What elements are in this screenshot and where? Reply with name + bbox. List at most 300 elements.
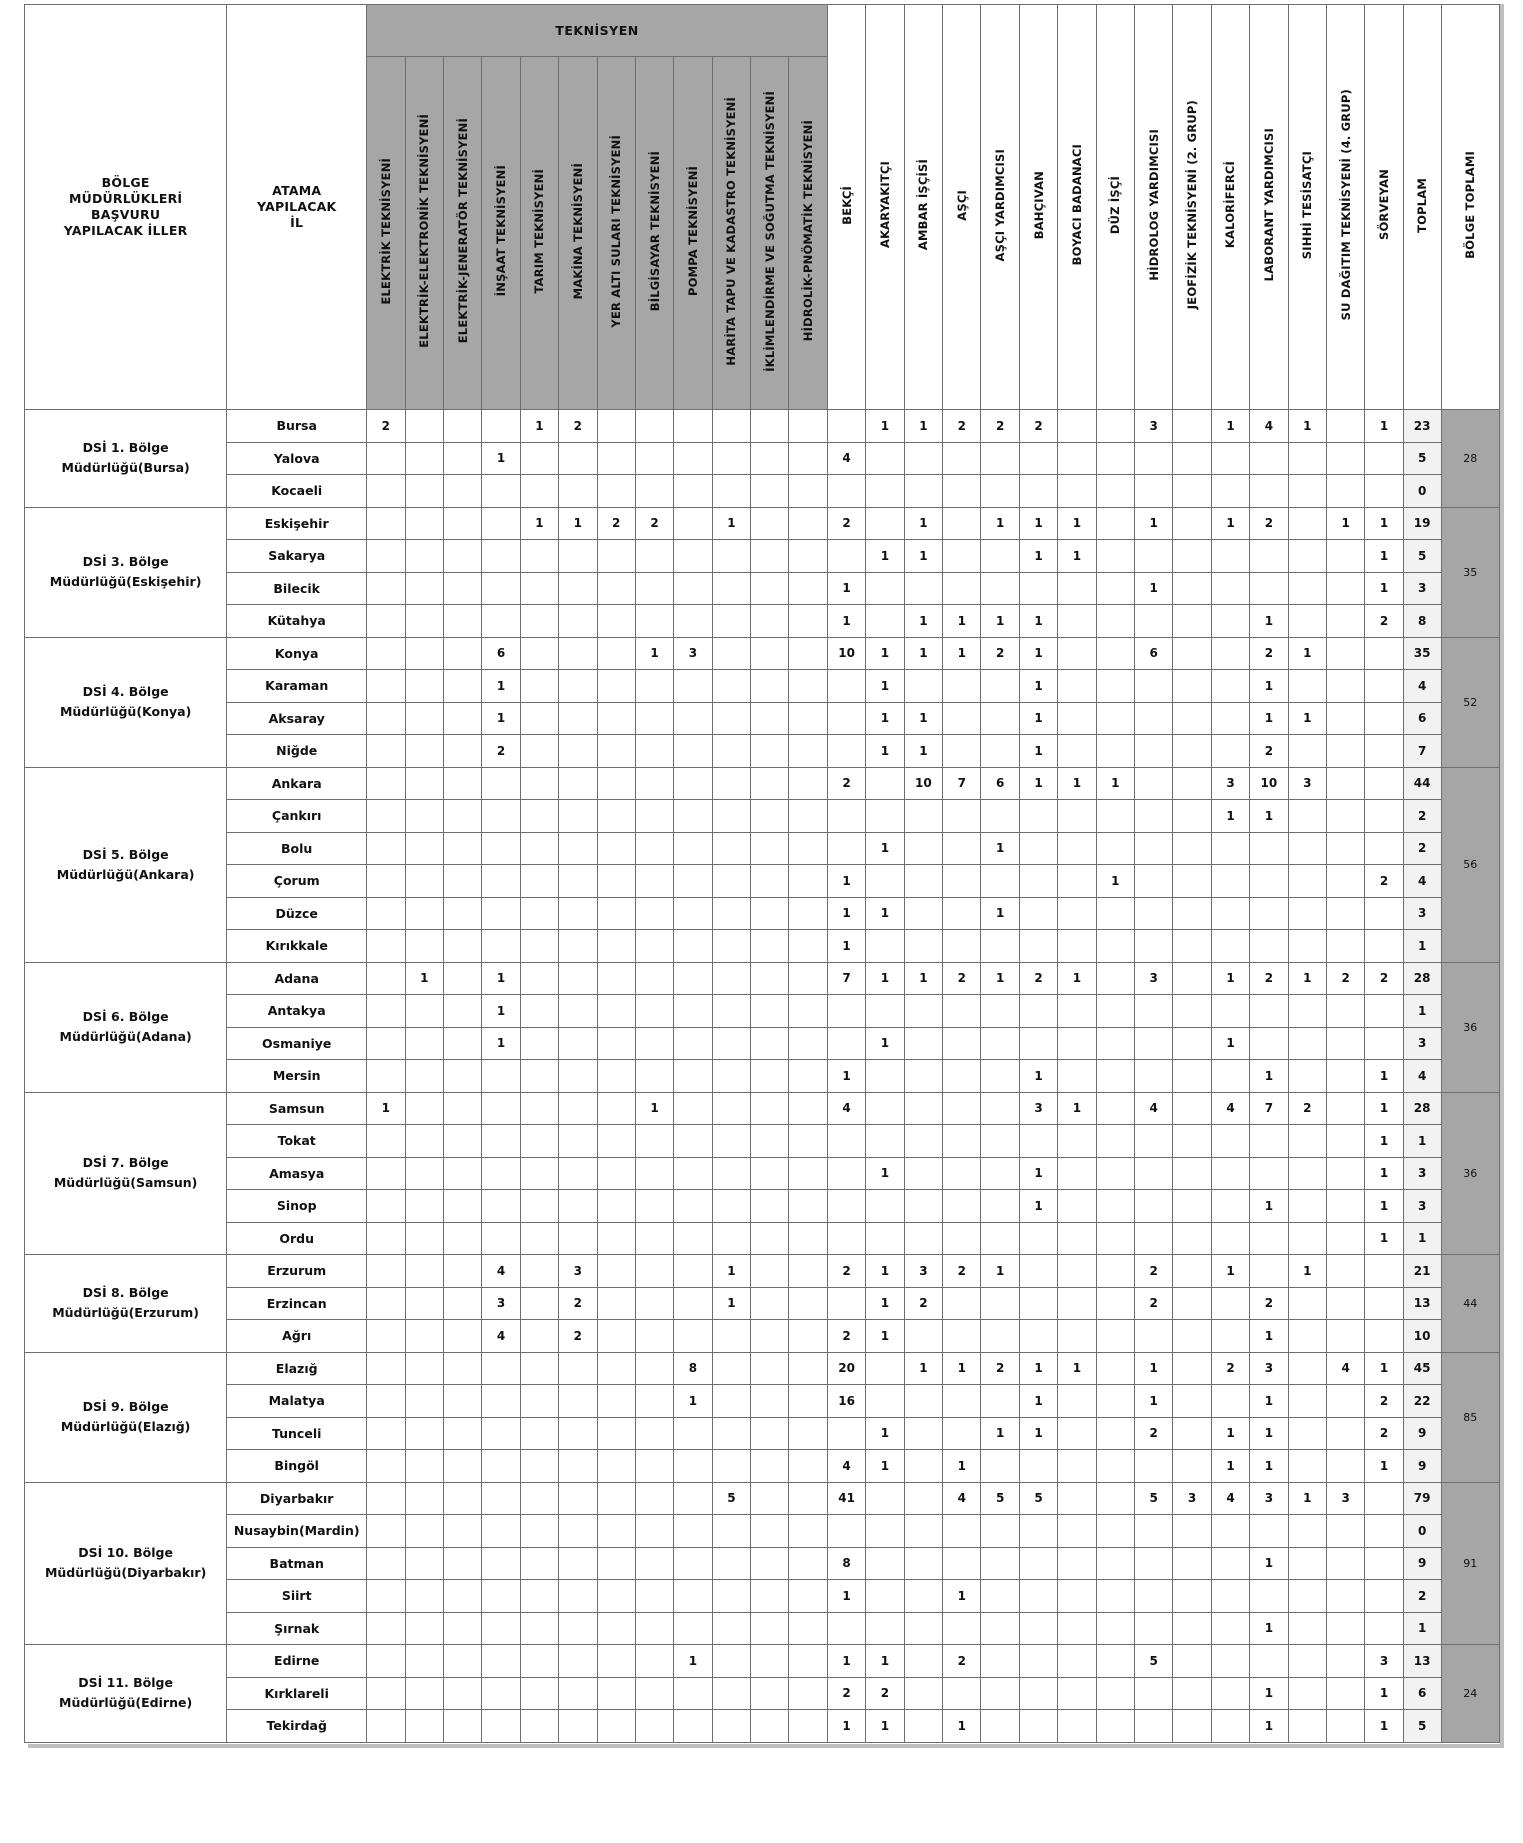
position-count-cell: 4: [827, 442, 865, 475]
position-count-cell: [1365, 1612, 1403, 1645]
position-count-cell: [520, 637, 558, 670]
position-count-cell: [866, 507, 904, 540]
position-count-cell: [1135, 1125, 1173, 1158]
position-count-cell: [674, 540, 712, 573]
position-count-cell: [405, 1385, 443, 1418]
position-count-cell: [789, 605, 827, 638]
position-count-cell: 1: [1250, 1385, 1288, 1418]
position-count-cell: [1019, 800, 1057, 833]
position-count-cell: [597, 1352, 635, 1385]
position-count-cell: 2: [597, 507, 635, 540]
position-count-cell: [751, 442, 789, 475]
position-count-cell: [751, 1580, 789, 1613]
position-count-cell: [443, 832, 481, 865]
position-count-cell: [1096, 1612, 1134, 1645]
position-count-cell: 1: [1019, 735, 1057, 768]
table-shadow-bottom: [28, 1744, 1504, 1748]
position-count-cell: [482, 1092, 520, 1125]
position-count-cell: [1211, 1612, 1249, 1645]
position-count-cell: [1211, 995, 1249, 1028]
position-count-cell: [1096, 1580, 1134, 1613]
position-count-cell: [405, 605, 443, 638]
position-count-cell: [520, 800, 558, 833]
position-count-cell: [367, 1222, 405, 1255]
position-count-cell: [1058, 1385, 1096, 1418]
city-total-cell: 7: [1403, 735, 1441, 768]
position-count-cell: [1326, 1547, 1364, 1580]
position-count-cell: [520, 1352, 558, 1385]
position-count-cell: 1: [943, 605, 981, 638]
position-count-cell: 1: [1288, 637, 1326, 670]
position-count-cell: [635, 475, 673, 508]
position-count-cell: [1058, 1190, 1096, 1223]
position-count-cell: [520, 572, 558, 605]
region-total-cell: 24: [1441, 1645, 1499, 1743]
position-count-cell: [1250, 1222, 1288, 1255]
position-count-cell: 1: [866, 1417, 904, 1450]
position-count-cell: [866, 475, 904, 508]
position-count-cell: [943, 1515, 981, 1548]
position-count-cell: [943, 442, 981, 475]
position-count-cell: 1: [1250, 702, 1288, 735]
position-count-cell: [597, 735, 635, 768]
position-count-cell: [482, 897, 520, 930]
position-count-cell: [443, 540, 481, 573]
position-count-cell: [482, 1190, 520, 1223]
position-count-cell: [981, 735, 1019, 768]
position-count-cell: 1: [1250, 605, 1288, 638]
position-count-cell: [405, 670, 443, 703]
position-count-cell: 4: [943, 1482, 981, 1515]
position-count-cell: 2: [866, 1677, 904, 1710]
teknisyen-column-header: [712, 57, 750, 410]
position-count-cell: [1288, 735, 1326, 768]
position-count-cell: [1135, 995, 1173, 1028]
position-count-cell: [367, 1157, 405, 1190]
position-count-cell: 1: [482, 962, 520, 995]
position-count-cell: [751, 930, 789, 963]
position-count-cell: [635, 1450, 673, 1483]
position-count-cell: [712, 702, 750, 735]
region-total-column-header-label: BÖLGE TOPLAMI: [1463, 151, 1478, 259]
position-count-cell: [1019, 1027, 1057, 1060]
position-count-cell: [405, 1677, 443, 1710]
position-count-cell: [520, 475, 558, 508]
position-count-cell: [367, 1417, 405, 1450]
position-count-cell: [635, 1320, 673, 1353]
table-row: [25, 1677, 1500, 1710]
occupation-column-header: [1326, 5, 1364, 410]
position-count-cell: 2: [827, 767, 865, 800]
position-count-cell: [1288, 1222, 1326, 1255]
position-count-cell: [981, 1547, 1019, 1580]
position-count-cell: [712, 962, 750, 995]
city-total-cell: 2: [1403, 800, 1441, 833]
position-count-cell: [1173, 572, 1211, 605]
position-count-cell: [405, 1157, 443, 1190]
position-count-cell: [789, 1417, 827, 1450]
teknisyen-column-header-label: İNŞAAT TEKNİSYENİ: [494, 165, 509, 297]
city-total-cell: 3: [1403, 897, 1441, 930]
position-count-cell: [520, 1190, 558, 1223]
position-count-cell: [712, 442, 750, 475]
position-count-cell: [559, 540, 597, 573]
position-count-cell: 3: [1135, 962, 1173, 995]
position-count-cell: [405, 1092, 443, 1125]
position-count-cell: [904, 1222, 942, 1255]
position-count-cell: [1096, 507, 1134, 540]
position-count-cell: [443, 702, 481, 735]
position-count-cell: [981, 1157, 1019, 1190]
position-count-cell: [443, 1027, 481, 1060]
position-count-cell: [712, 1157, 750, 1190]
position-count-cell: 1: [712, 507, 750, 540]
position-count-cell: [520, 1450, 558, 1483]
table-row: [25, 1255, 1500, 1288]
position-count-cell: [405, 572, 443, 605]
position-count-cell: [559, 1645, 597, 1678]
position-count-cell: [597, 1125, 635, 1158]
position-count-cell: 1: [866, 1287, 904, 1320]
position-count-cell: [1135, 800, 1173, 833]
position-count-cell: [1019, 1287, 1057, 1320]
position-count-cell: [635, 540, 673, 573]
position-count-cell: [443, 1060, 481, 1093]
position-count-cell: [443, 1515, 481, 1548]
position-count-cell: [635, 1190, 673, 1223]
position-count-cell: [789, 1255, 827, 1288]
city-name: Erzurum: [227, 1255, 367, 1288]
position-count-cell: [1288, 1677, 1326, 1710]
position-count-cell: [904, 1027, 942, 1060]
position-count-cell: [789, 1612, 827, 1645]
position-count-cell: [1326, 1027, 1364, 1060]
city-total-cell: 44: [1403, 767, 1441, 800]
position-count-cell: [789, 767, 827, 800]
position-count-cell: [1173, 800, 1211, 833]
position-count-cell: [943, 1125, 981, 1158]
position-count-cell: [904, 1710, 942, 1743]
table-shadow-right: [1500, 4, 1504, 1744]
city-total-cell: 5: [1403, 442, 1441, 475]
position-count-cell: [367, 832, 405, 865]
position-count-cell: [443, 1645, 481, 1678]
position-count-cell: 1: [981, 1417, 1019, 1450]
position-count-cell: [1326, 897, 1364, 930]
position-count-cell: 1: [712, 1255, 750, 1288]
position-count-cell: [1058, 1612, 1096, 1645]
position-count-cell: [904, 930, 942, 963]
position-count-cell: [367, 702, 405, 735]
position-count-cell: 1: [1250, 1190, 1288, 1223]
teknisyen-column-header: [405, 57, 443, 410]
position-count-cell: [789, 1092, 827, 1125]
position-count-cell: [674, 962, 712, 995]
position-count-cell: 1: [827, 930, 865, 963]
position-count-cell: [1173, 1612, 1211, 1645]
position-count-cell: [1173, 1255, 1211, 1288]
position-count-cell: [827, 1417, 865, 1450]
occupation-column-header: [943, 5, 981, 410]
table-row: [25, 637, 1500, 670]
position-count-cell: 8: [827, 1547, 865, 1580]
position-count-cell: [751, 1157, 789, 1190]
position-count-cell: [943, 1060, 981, 1093]
position-count-cell: [1058, 1645, 1096, 1678]
city-name: Erzincan: [227, 1287, 367, 1320]
position-count-cell: [789, 1547, 827, 1580]
position-count-cell: 1: [1365, 507, 1403, 540]
table-row: [25, 702, 1500, 735]
position-count-cell: [1058, 1417, 1096, 1450]
position-count-cell: [1135, 1710, 1173, 1743]
position-count-cell: [789, 1450, 827, 1483]
position-count-cell: [520, 767, 558, 800]
position-count-cell: [674, 1157, 712, 1190]
position-count-cell: [943, 572, 981, 605]
position-count-cell: 2: [827, 1677, 865, 1710]
position-count-cell: 5: [981, 1482, 1019, 1515]
position-count-cell: [1211, 1710, 1249, 1743]
position-count-cell: [1135, 702, 1173, 735]
position-count-cell: [1173, 1352, 1211, 1385]
table-row: [25, 735, 1500, 768]
position-count-cell: [1019, 572, 1057, 605]
staffing-table: [24, 4, 1500, 1743]
position-count-cell: [1058, 897, 1096, 930]
position-count-cell: [1096, 995, 1134, 1028]
position-count-cell: 1: [1365, 1352, 1403, 1385]
position-count-cell: [712, 1092, 750, 1125]
position-count-cell: [712, 1027, 750, 1060]
position-count-cell: [1365, 800, 1403, 833]
position-count-cell: [367, 1547, 405, 1580]
position-count-cell: [520, 1547, 558, 1580]
position-count-cell: [1211, 1125, 1249, 1158]
occupation-column-header: [1365, 5, 1403, 410]
position-count-cell: [789, 1385, 827, 1418]
position-count-cell: 1: [1135, 1352, 1173, 1385]
position-count-cell: 10: [904, 767, 942, 800]
position-count-cell: [635, 1125, 673, 1158]
city-name: Siirt: [227, 1580, 367, 1613]
position-count-cell: [559, 962, 597, 995]
position-count-cell: [751, 1190, 789, 1223]
position-count-cell: [597, 832, 635, 865]
table-row: [25, 962, 1500, 995]
city-name: Karaman: [227, 670, 367, 703]
position-count-cell: [827, 1515, 865, 1548]
position-count-cell: [1326, 605, 1364, 638]
position-count-cell: [443, 1320, 481, 1353]
position-count-cell: 16: [827, 1385, 865, 1418]
position-count-cell: [866, 1580, 904, 1613]
position-count-cell: [367, 1677, 405, 1710]
position-count-cell: [367, 540, 405, 573]
position-count-cell: [482, 605, 520, 638]
position-count-cell: [981, 442, 1019, 475]
position-count-cell: [367, 637, 405, 670]
position-count-cell: [1211, 1580, 1249, 1613]
position-count-cell: [1211, 897, 1249, 930]
position-count-cell: [943, 507, 981, 540]
position-count-cell: [482, 475, 520, 508]
position-count-cell: [1288, 832, 1326, 865]
position-count-cell: [943, 1320, 981, 1353]
position-count-cell: [559, 1417, 597, 1450]
position-count-cell: [1288, 800, 1326, 833]
position-count-cell: [943, 1287, 981, 1320]
position-count-cell: [1173, 1450, 1211, 1483]
position-count-cell: 1: [827, 897, 865, 930]
position-count-cell: 2: [943, 962, 981, 995]
position-count-cell: 2: [1135, 1417, 1173, 1450]
position-count-cell: [1173, 1320, 1211, 1353]
position-count-cell: [405, 1645, 443, 1678]
position-count-cell: 1: [866, 735, 904, 768]
position-count-cell: [1135, 1450, 1173, 1483]
position-count-cell: [1135, 930, 1173, 963]
position-count-cell: [789, 670, 827, 703]
position-count-cell: [1211, 735, 1249, 768]
city-name: Kütahya: [227, 605, 367, 638]
position-count-cell: 4: [1326, 1352, 1364, 1385]
position-count-cell: [1058, 995, 1096, 1028]
position-count-cell: [751, 800, 789, 833]
city-name: Aksaray: [227, 702, 367, 735]
position-count-cell: [712, 1450, 750, 1483]
position-count-cell: [1096, 1482, 1134, 1515]
position-count-cell: [405, 540, 443, 573]
position-count-cell: [751, 1612, 789, 1645]
position-count-cell: 4: [827, 1450, 865, 1483]
position-count-cell: [597, 1580, 635, 1613]
position-count-cell: [1135, 1612, 1173, 1645]
position-count-cell: [674, 1190, 712, 1223]
position-count-cell: [367, 1710, 405, 1743]
position-count-cell: [1096, 1547, 1134, 1580]
position-count-cell: [712, 1320, 750, 1353]
position-count-cell: [635, 1515, 673, 1548]
position-count-cell: [520, 1677, 558, 1710]
position-count-cell: [405, 507, 443, 540]
position-count-cell: [674, 1027, 712, 1060]
position-count-cell: [1326, 1645, 1364, 1678]
position-count-cell: 2: [981, 410, 1019, 443]
position-count-cell: [367, 897, 405, 930]
position-count-cell: [712, 637, 750, 670]
city-total-cell: 1: [1403, 1125, 1441, 1158]
position-count-cell: 1: [827, 605, 865, 638]
position-count-cell: [482, 1710, 520, 1743]
position-count-cell: [367, 1580, 405, 1613]
position-count-cell: [635, 930, 673, 963]
city-name: Mersin: [227, 1060, 367, 1093]
position-count-cell: [635, 897, 673, 930]
position-count-cell: [1135, 442, 1173, 475]
position-count-cell: [443, 962, 481, 995]
table-row: [25, 865, 1500, 898]
position-count-cell: [1173, 410, 1211, 443]
occupation-column-header-label: AŞÇI: [954, 189, 969, 221]
table-row: [25, 1482, 1500, 1515]
position-count-cell: [482, 1222, 520, 1255]
position-count-cell: [597, 475, 635, 508]
position-count-cell: [1096, 800, 1134, 833]
position-count-cell: [520, 670, 558, 703]
position-count-cell: 6: [482, 637, 520, 670]
position-count-cell: [1173, 475, 1211, 508]
position-count-cell: 3: [1135, 410, 1173, 443]
position-count-cell: [1326, 735, 1364, 768]
position-count-cell: [1019, 1677, 1057, 1710]
city-total-cell: 6: [1403, 1677, 1441, 1710]
position-count-cell: [789, 410, 827, 443]
position-count-cell: [1173, 1677, 1211, 1710]
position-count-cell: [751, 1385, 789, 1418]
position-count-cell: [559, 1222, 597, 1255]
position-count-cell: [1173, 767, 1211, 800]
position-count-cell: [904, 1612, 942, 1645]
position-count-cell: [827, 410, 865, 443]
position-count-cell: [405, 1287, 443, 1320]
position-count-cell: 4: [482, 1320, 520, 1353]
position-count-cell: [1288, 540, 1326, 573]
position-count-cell: 1: [1365, 1060, 1403, 1093]
position-count-cell: 1: [866, 1450, 904, 1483]
position-count-cell: 1: [1019, 767, 1057, 800]
position-count-cell: [674, 930, 712, 963]
position-count-cell: [789, 1710, 827, 1743]
position-count-cell: [482, 1645, 520, 1678]
position-count-cell: [943, 1385, 981, 1418]
position-count-cell: 1: [904, 735, 942, 768]
position-count-cell: [482, 767, 520, 800]
position-count-cell: [559, 1450, 597, 1483]
position-count-cell: [943, 1157, 981, 1190]
position-count-cell: [712, 1352, 750, 1385]
position-count-cell: [981, 1027, 1019, 1060]
position-count-cell: [1135, 1027, 1173, 1060]
table-row: [25, 995, 1500, 1028]
position-count-cell: [1019, 1255, 1057, 1288]
position-count-cell: [904, 1190, 942, 1223]
position-count-cell: [981, 1612, 1019, 1645]
position-count-cell: [1288, 1287, 1326, 1320]
position-count-cell: [1365, 702, 1403, 735]
position-count-cell: 1: [1288, 1482, 1326, 1515]
position-count-cell: [904, 897, 942, 930]
position-count-cell: [1096, 1450, 1134, 1483]
position-count-cell: 3: [1365, 1645, 1403, 1678]
position-count-cell: [751, 572, 789, 605]
position-count-cell: [904, 1092, 942, 1125]
position-count-cell: [751, 865, 789, 898]
position-count-cell: 2: [1250, 962, 1288, 995]
position-count-cell: [1135, 897, 1173, 930]
position-count-cell: [1096, 605, 1134, 638]
position-count-cell: 2: [827, 507, 865, 540]
position-count-cell: [1250, 572, 1288, 605]
region-name: DSİ 9. Bölge Müdürlüğü(Elazığ): [25, 1352, 227, 1482]
city-name: Sakarya: [227, 540, 367, 573]
position-count-cell: [1096, 1157, 1134, 1190]
position-count-cell: [1173, 1547, 1211, 1580]
position-count-cell: [1173, 865, 1211, 898]
city-total-cell: 9: [1403, 1450, 1441, 1483]
position-count-cell: [1173, 1385, 1211, 1418]
table-row: [25, 1125, 1500, 1158]
